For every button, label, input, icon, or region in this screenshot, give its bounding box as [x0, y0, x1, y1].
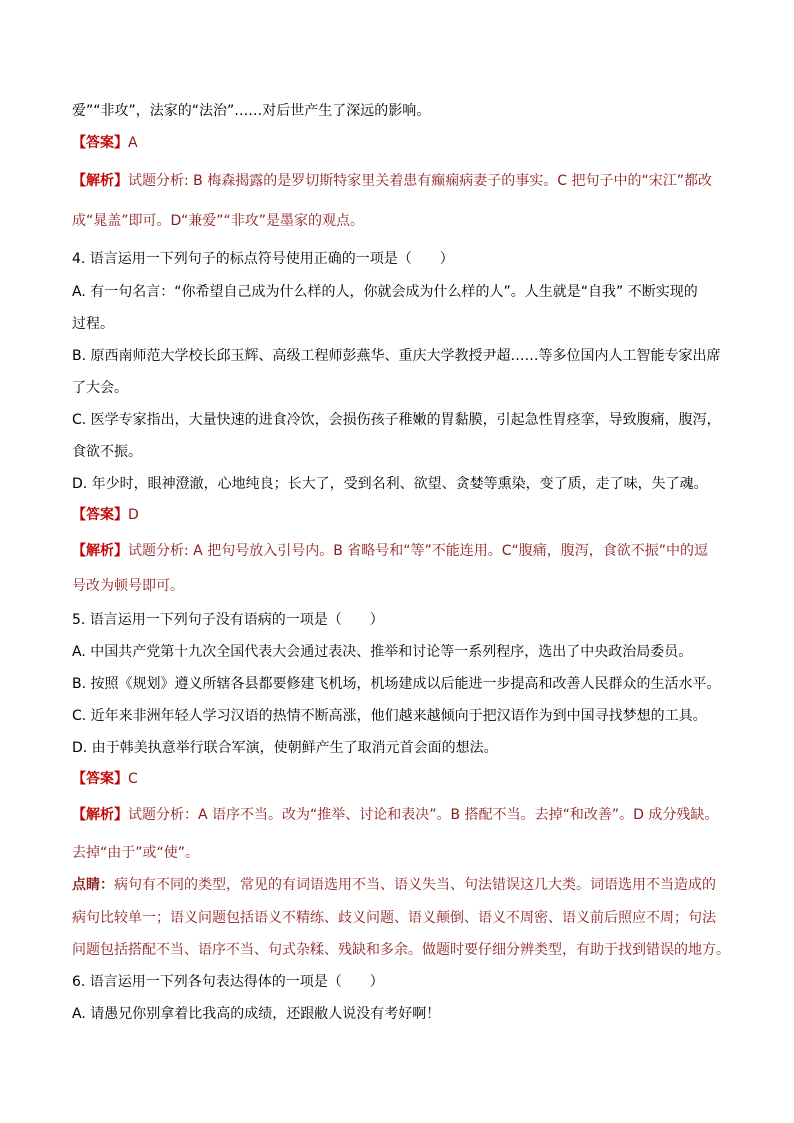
option-a-cont: 过程。 — [72, 316, 114, 332]
answer-line-q4 — [72, 508, 139, 522]
analysis-text: 号改为顿号即可。 — [72, 578, 184, 594]
analysis-label: 【解析】 — [72, 173, 128, 189]
option-b: B. 原西南师范大学校长邱玉辉、高级工程师彭燕华、重庆大学教授尹超……等多位国内人工智能专家出席 — [72, 348, 721, 364]
question-4-title: 4. 语言运用一下列句子的标点符号使用正确的一项是（ ） — [72, 251, 454, 267]
option-d: D. 由于韩美执意举行联合军演，使朝鲜产生了取消元首会面的想法。 — [72, 740, 498, 756]
analysis-line — [72, 174, 712, 188]
option-c-cont: 食欲不振。 — [72, 444, 142, 460]
analysis-text: 去掉“由于”或“使”。 — [72, 845, 200, 861]
tip-line — [72, 878, 716, 892]
option-c: C. 医学专家指出，大量快速的进食冷饮，会损伤孩子稚嫩的胃黏膜，引起急性胃痉挛，导致腹痛，腹泻， — [72, 412, 721, 428]
tip-text: 病句比较单一；语义问题包括语义不精练、歧义问题、语义颠倒、语义不周密、语义前后照应不周；句法 — [72, 910, 716, 926]
answer-label: 【答案】 — [72, 135, 128, 151]
option-b-cont: 了大会。 — [72, 380, 128, 396]
option-a: A. 请愚兄你别拿着比我高的成绩，还跟敝人说没有考好啊！ — [72, 1006, 441, 1022]
answer-value: A — [128, 135, 138, 151]
question-5-title: 5. 语言运用一下列句子没有语病的一项是（ ） — [72, 612, 384, 628]
analysis-label: 【解析】 — [72, 543, 128, 559]
question-6-title: 6. 语言运用一下列各句表达得体的一项是（ ） — [72, 974, 384, 990]
analysis-line — [72, 544, 708, 558]
answer-value: D — [128, 507, 139, 523]
analysis-label: 【解析】 — [72, 807, 128, 823]
option-b: B. 按照《规划》遵义所辖各县都要修建飞机场，机场建成以后能进一步提高和改善人民群众的生活水平。 — [72, 676, 721, 692]
answer-line-q3 — [72, 136, 138, 150]
option-a: A. 中国共产党第十九次全国代表大会通过表决、推举和讨论等一系列程序，选出了中央政治局委员。 — [72, 644, 693, 660]
analysis-text: 试题分析: B 梅森揭露的是罗切斯特家里关着患有癫痫病妻子的事实。C 把句子中的“宋江”都改 — [128, 173, 712, 189]
text-line: 爱”“非攻”，法家的“法治”……对后世产生了深远的影响。 — [72, 103, 431, 119]
tip-label: 点睛： — [72, 877, 114, 893]
option-a: A. 有一句名言：“你希望自己成为什么样的人，你就会成为什么样的人”。人生就是“自我” 不断实现的 — [72, 284, 698, 300]
answer-label: 【答案】 — [72, 507, 128, 523]
analysis-text: 成“晁盖”即可。D“兼爱”“非攻”是墨家的观点。 — [72, 213, 364, 229]
tip-text: 问题包括搭配不当、语序不当、句式杂糅、残缺和多余。做题时要仔细分辨类型，有助于找到错误的地方。 — [72, 942, 730, 958]
analysis-text: 试题分析：A 语序不当。改为“推举、讨论和表决”。B 搭配不当。去掉“和改善”。D 成分残缺。 — [128, 807, 719, 823]
answer-line-q5 — [72, 772, 138, 786]
analysis-text: 试题分析: A 把句号放入引号内。B 省略号和“等”不能连用。C“腹痛，腹泻，食欲不振”中的逗 — [128, 543, 709, 559]
answer-value: C — [128, 771, 138, 787]
option-c: C. 近年来非洲年轻人学习汉语的热情不断高涨，他们越来越倾向于把汉语作为到中国寻找梦想的工具。 — [72, 708, 707, 724]
answer-label: 【答案】 — [72, 771, 128, 787]
option-d: D. 年少时，眼神澄澈，心地纯良；长大了，受到名利、欲望、贪婪等熏染，变了质，走了味，失了魂。 — [72, 476, 708, 492]
tip-text: 病句有不同的类型，常见的有词语选用不当、语义失当、句法错误这几大类。词语选用不当造成的 — [114, 877, 716, 893]
analysis-line — [72, 808, 718, 822]
